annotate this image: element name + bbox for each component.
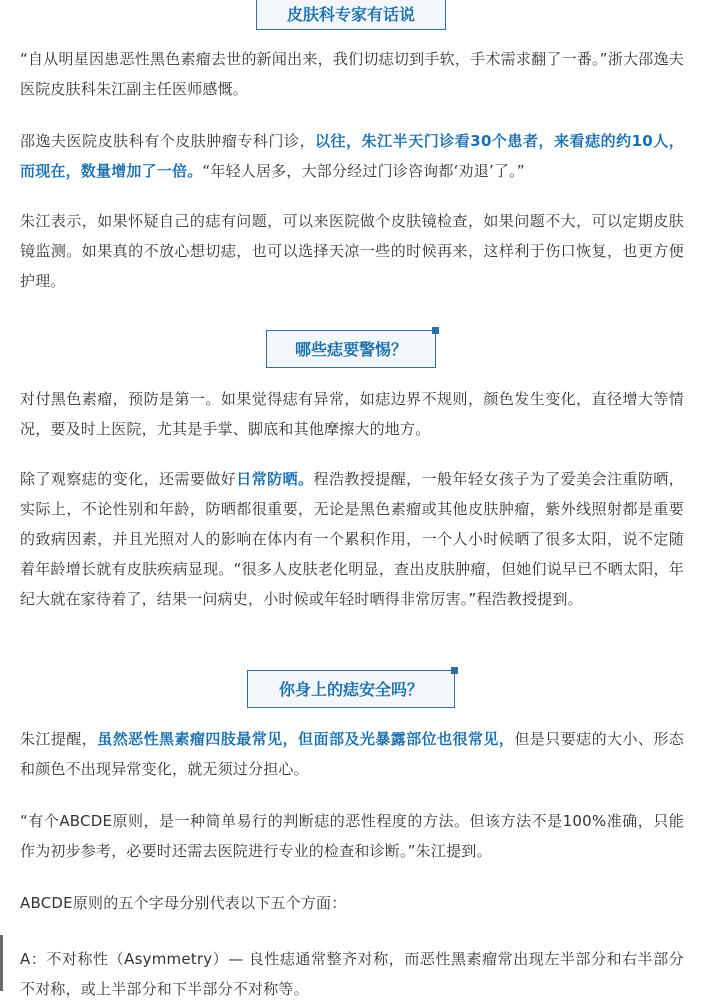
highlight-text: 以往，朱江半天门诊看30个患者，来看痣的约10人，而现在，数量增加了一倍。 <box>20 132 684 180</box>
paragraph-asymmetry: A：不对称性（Asymmetry）— 良性痣通常整齐对称，而恶性黑素瘤常出现左半部分和右半部分不对称，或上半部分和下半部分不对称等。 <box>20 950 684 998</box>
corner-square-icon <box>451 667 458 674</box>
paragraph-intro: “自从明星因患恶性黑色素瘤去世的新闻出来，我们切痣切到手软，手术需求翻了一番。”浙大邵逸夫医院皮肤科朱江副主任医师感慨。 <box>20 50 684 98</box>
section-heading-warning-moles <box>0 330 702 368</box>
section-heading-dermatologist <box>0 0 702 30</box>
heading-text: 你身上的痣安全吗？ <box>278 680 423 699</box>
highlight-text: 日常防晒。 <box>236 470 314 488</box>
highlight-text: 虽然恶性黑素瘤四肢最常见，但面部及光暴露部位也很常见， <box>97 730 515 748</box>
paragraph-melanoma-sites <box>20 724 684 784</box>
paragraph-abcde-rule: “有个ABCDE原则，是一种简单易行的判断痣的恶性程度的方法。但该方法不是100%准确，只能作为初步参考，必要时还需去医院进行专业的检查和诊断。”朱江提到。 <box>20 812 684 860</box>
paragraph-text: 但是只要痣的大小、形态和颜色不出现异常变化，就无须过分担心。 <box>20 730 684 778</box>
paragraph-prevention: 对付黑色素瘤，预防是第一。如果觉得痣有异常，如痣边界不规则，颜色发生变化，直径增大等情况，要及时上医院，尤其是手掌、脚底和其他摩擦大的地方。 <box>20 390 684 438</box>
heading-box <box>247 670 455 708</box>
section-heading-mole-safety <box>0 670 702 708</box>
heading-text: 皮肤科专家有话说 <box>286 5 415 24</box>
paragraph-text: 程浩教授提醒，一般年轻女孩子为了爱美会注重防晒，实际上，不论性别和年龄，防晒都很重要，无论是黑色素瘤或其他皮肤肿瘤，紫外线照射都是重要的致病因素，并且光照对人的影响在体内有一个累积作用，一个人小时候晒了很多太阳，说不定随着年龄增长就有皮肤疾病显现。“很多人皮肤老化明显，查出皮肤肿瘤，但她们说早已不晒太阳，年纪大就在家待着了，结果一问病史，小时候或年轻时晒得非常厉害。”程浩教授提到。 <box>20 470 684 608</box>
paragraph-dermoscopy: 朱江表示，如果怀疑自己的痣有问题，可以来医院做个皮肤镜检查，如果问题不大，可以定期皮肤镜监测。如果真的不放心想切痣，也可以选择天凉一些的时候再来，这样利于伤口恢复，也更方便护理。 <box>20 212 684 290</box>
paragraph-abcde-intro: ABCDE原则的五个字母分别代表以下五个方面： <box>20 894 347 912</box>
heading-box <box>266 330 436 368</box>
paragraph-text: 邵逸夫医院皮肤科有个皮肤肿瘤专科门诊， <box>20 132 316 150</box>
paragraph-sunscreen <box>20 464 684 614</box>
paragraph-text: “年轻人居多，大部分经过门诊咨询都‘劝退’了。” <box>202 162 525 180</box>
left-scroll-marker <box>0 935 3 991</box>
heading-text: 哪些痣要警惕？ <box>294 340 407 359</box>
paragraph-text: 除了观察痣的变化，还需要做好 <box>20 470 237 488</box>
paragraph-clinic <box>20 126 684 186</box>
paragraph-text: 朱江提醒， <box>20 730 98 748</box>
corner-square-icon <box>432 327 439 334</box>
heading-box <box>256 0 446 30</box>
